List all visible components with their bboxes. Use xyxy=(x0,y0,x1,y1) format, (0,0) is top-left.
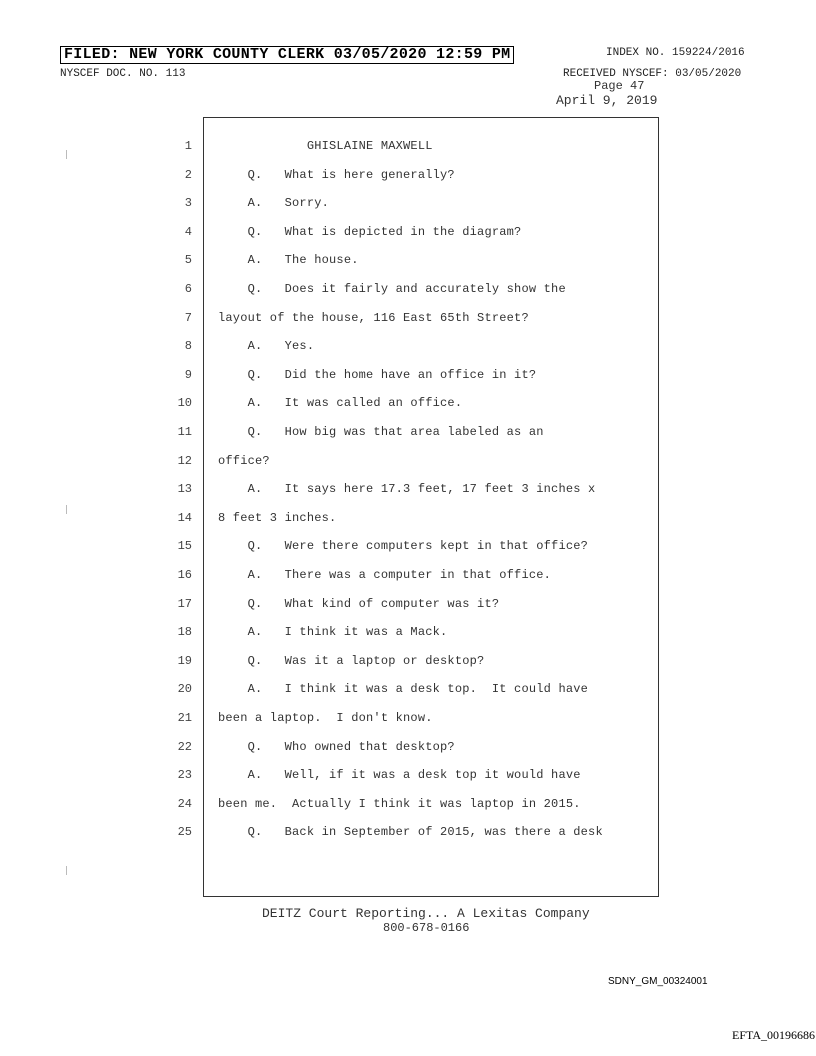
line-text: been me. Actually I think it was laptop in 2015. xyxy=(218,796,581,811)
line-text: A. It was called an office. xyxy=(218,396,463,411)
bates-number: SDNY_GM_00324001 xyxy=(608,976,708,987)
line-text: layout of the house, 116 East 65th Street? xyxy=(218,310,529,325)
footer-company: DEITZ Court Reporting... A Lexitas Company xyxy=(262,906,590,921)
line-number: 9 xyxy=(184,367,192,382)
line-number: 23 xyxy=(177,768,192,783)
line-number: 6 xyxy=(184,282,192,296)
transcript-line xyxy=(0,825,660,845)
line-number: 10 xyxy=(177,396,192,411)
transcript-line xyxy=(0,282,660,302)
line-text: Q. Did the home have an office in it? xyxy=(218,367,537,382)
line-number: 18 xyxy=(177,625,192,640)
transcript-line xyxy=(0,740,660,760)
line-number: 21 xyxy=(177,711,192,725)
line-text: Q. What kind of computer was it? xyxy=(218,596,500,611)
transcript-line xyxy=(0,625,660,645)
line-number: 7 xyxy=(184,310,192,325)
transcript-line xyxy=(0,396,660,416)
transcript-line xyxy=(0,511,660,531)
transcript-line xyxy=(0,768,660,788)
line-number: 24 xyxy=(177,796,192,811)
line-number: 17 xyxy=(177,596,192,611)
line-text: GHISLAINE MAXWELL xyxy=(218,139,433,153)
transcript-line xyxy=(0,682,660,702)
line-text: A. The house. xyxy=(218,253,359,268)
line-text: A. Sorry. xyxy=(218,196,330,211)
transcript-line xyxy=(0,597,660,617)
filed-stamp: FILED: NEW YORK COUNTY CLERK 03/05/2020 12:59 PM xyxy=(60,46,514,64)
transcript-line xyxy=(0,139,660,159)
transcript-line xyxy=(0,253,660,273)
line-text: 8 feet 3 inches. xyxy=(218,510,337,525)
transcript-line xyxy=(0,711,660,731)
transcript-line xyxy=(0,339,660,359)
line-number: 16 xyxy=(177,568,192,582)
transcript-line xyxy=(0,425,660,445)
line-text: Q. What is depicted in the diagram? xyxy=(218,224,522,239)
line-text: Q. Does it fairly and accurately show the xyxy=(218,282,566,296)
line-text: been a laptop. I don't know. xyxy=(218,711,433,725)
line-text: A. There was a computer in that office. xyxy=(218,568,552,582)
line-text: Q. Back in September of 2015, was there a desk xyxy=(218,825,603,840)
scan-mark xyxy=(66,150,67,159)
line-number: 11 xyxy=(177,425,192,439)
transcript-line xyxy=(0,797,660,817)
line-number: 5 xyxy=(184,253,192,268)
transcript-line xyxy=(0,225,660,245)
line-text: A. It says here 17.3 feet, 17 feet 3 inches x xyxy=(218,482,596,497)
line-text: A. I think it was a desk top. It could have xyxy=(218,682,589,697)
line-text: A. Yes. xyxy=(218,339,315,354)
transcript-line xyxy=(0,368,660,388)
line-text: Q. What is here generally? xyxy=(218,167,455,182)
footer-phone: 800-678-0166 xyxy=(383,921,470,935)
line-text: A. Well, if it was a desk top it would have xyxy=(218,768,581,783)
line-number: 3 xyxy=(184,196,192,211)
line-text: Q. Who owned that desktop? xyxy=(218,739,455,754)
transcript-line xyxy=(0,311,660,331)
line-text: A. I think it was a Mack. xyxy=(218,625,448,640)
transcript-line xyxy=(0,539,660,559)
line-text: Q. Were there computers kept in that office? xyxy=(218,539,589,554)
index-number: INDEX NO. 159224/2016 xyxy=(606,47,745,59)
nyscef-doc-number: NYSCEF DOC. NO. 113 xyxy=(60,68,186,80)
line-number: 12 xyxy=(177,453,192,468)
line-number: 4 xyxy=(184,224,192,239)
transcript-line xyxy=(0,654,660,674)
efta-number: EFTA_00196686 xyxy=(732,1028,816,1042)
transcript-line xyxy=(0,168,660,188)
line-number: 19 xyxy=(177,653,192,668)
line-number: 13 xyxy=(177,482,192,497)
scan-mark xyxy=(66,866,67,875)
line-number: 22 xyxy=(177,739,192,754)
line-number: 2 xyxy=(184,167,192,182)
line-text: Q. How big was that area labeled as an xyxy=(218,425,544,439)
line-number: 15 xyxy=(177,539,192,554)
transcript-line xyxy=(0,568,660,588)
line-number: 1 xyxy=(184,139,192,153)
transcript-line xyxy=(0,196,660,216)
line-number: 8 xyxy=(184,339,192,354)
line-text: office? xyxy=(218,453,270,468)
line-number: 14 xyxy=(177,510,192,525)
line-text: Q. Was it a laptop or desktop? xyxy=(218,653,485,668)
scan-mark xyxy=(66,505,67,514)
line-number: 20 xyxy=(177,682,192,697)
received-date: RECEIVED NYSCEF: 03/05/2020 xyxy=(563,68,742,80)
transcript-line xyxy=(0,482,660,502)
line-number: 25 xyxy=(177,825,192,840)
transcript-line xyxy=(0,454,660,474)
page-number: Page 47 xyxy=(594,79,645,93)
transcript-date: April 9, 2019 xyxy=(556,93,658,108)
